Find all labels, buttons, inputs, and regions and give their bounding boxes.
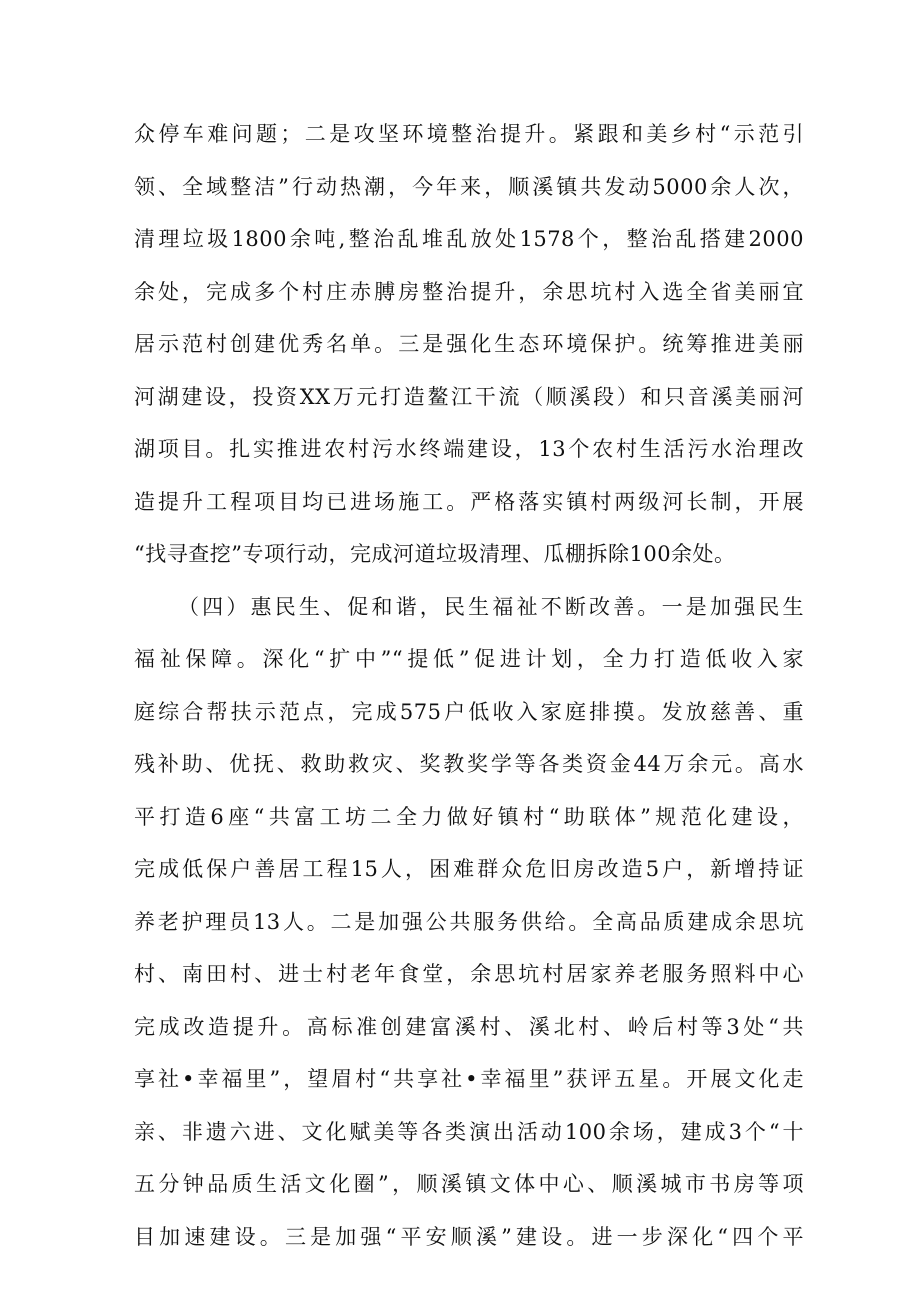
text-line: 村、南田村、进士村老年食堂，余思坑村居家养老服务照料中心 [134, 962, 804, 986]
text-line: 平打造6座“共富工坊二全力做好镇村“助联体”规范化建设， [134, 804, 804, 829]
body-text [134, 108, 804, 1263]
text-line: 余处，完成多个村庄赤膊房整治提升，余思坑村入选全省美丽宜 [134, 279, 804, 304]
text-line: 享社•幸福里”，望眉村“共享社•幸福里”获评五星。开展文化走 [134, 1067, 804, 1091]
text-line: 湖项目。扎实推进农村污水终端建设，13个农村生活污水治理改 [134, 437, 804, 461]
text-line: 完成改造提升。高标准创建富溪村、溪北村、岭后村等3处“共 [134, 1014, 804, 1039]
text-line: 居示范村创建优秀名单。三是强化生态环境保护。统筹推进美丽 [134, 332, 804, 356]
text-line: 亲、非遗六进、文化赋美等各类演出活动100余场，建成3个“十 [134, 1119, 804, 1144]
text-line: 造提升工程项目均已进场施工。严格落实镇村两级河长制，开展 [134, 489, 804, 514]
text-line: 庭综合帮扶示范点，完成575户低收入家庭排摸。发放慈善、重 [134, 699, 804, 724]
text-line: “找寻查挖”专项行动，完成河道垃圾清理、瓜棚拆除100余处。 [134, 542, 736, 566]
text-line: 养老护理员13人。二是加强公共服务供给。全高品质建成余思坑 [134, 909, 804, 934]
text-line: 完成低保户善居工程15人，困难群众危旧房改造5户，新增持证 [134, 857, 804, 881]
text-line: 领、全域整洁”行动热潮，今年来，顺溪镇共发动5000余人次， [134, 174, 804, 199]
text-line: 目加速建设。三是加强“平安顺溪”建设。进一步深化“四个平 [134, 1224, 804, 1249]
text-line: 五分钟品质生活文化圈”，顺溪镇文体中心、顺溪城市书房等项 [134, 1172, 804, 1196]
section-heading-line: （四）惠民生、促和谐，民生福祉不断改善。一是加强民生 [178, 594, 804, 619]
text-line: 众停车难问题；二是攻坚环境整治提升。紧跟和美乡村“示范引 [134, 122, 804, 146]
text-line: 残补助、优抚、救助救灾、奖教奖学等各类资金44万余元。高水 [134, 752, 804, 776]
text-line: 福祉保障。深化“扩中”“提低”促进计划，全力打造低收入家 [134, 647, 804, 671]
text-line: 河湖建设，投资XX万元打造鳌江干流（顺溪段）和只音溪美丽河 [134, 384, 804, 409]
text-line: 清理垃圾1800余吨,整治乱堆乱放处1578个，整治乱搭建2000 [134, 227, 804, 251]
